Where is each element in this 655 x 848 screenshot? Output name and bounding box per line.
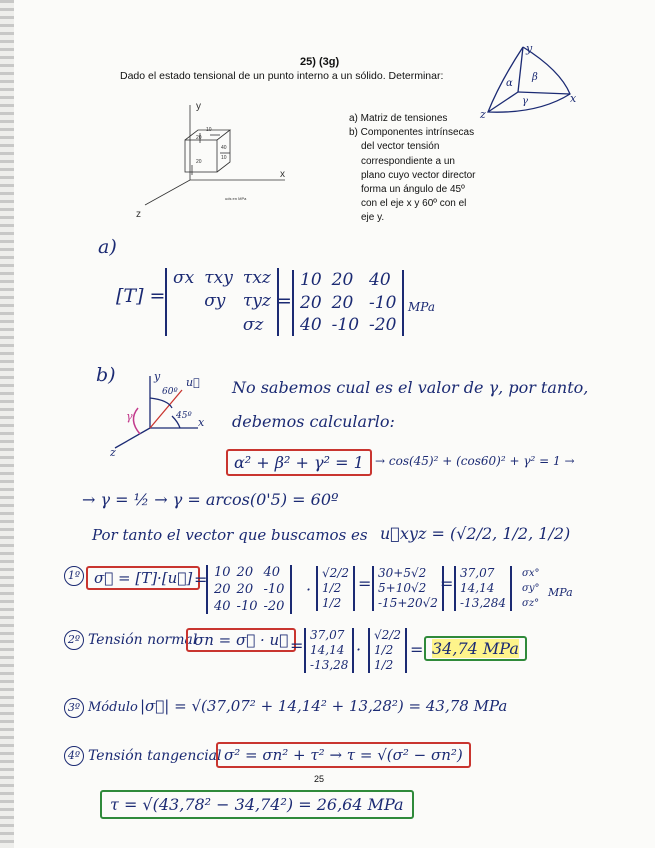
step1-unit: MPa (548, 586, 573, 599)
item-line: plano cuyo vector director (361, 169, 476, 181)
matrix-cell: 40 (263, 565, 281, 580)
step2-number: 2º (64, 630, 84, 650)
matrix-cell: σx (173, 268, 195, 288)
sketch-45: 45º (176, 411, 192, 421)
page-number: 25 (314, 774, 325, 784)
matrix-cell: τyz (242, 291, 271, 312)
matrix-cell: 20 (300, 292, 322, 313)
matrix-cell: -10 (331, 315, 360, 336)
shear-stress-box: σ² = σn² + τ² → τ = √(σ² − σn²) (216, 742, 471, 768)
matrix-equals: = (276, 290, 292, 312)
vector-cell: -15+20√2 (378, 596, 438, 610)
matrix-cell: -20 (369, 315, 397, 336)
vector-cell: 1/2 (374, 643, 394, 657)
step4-number: 4º (64, 746, 84, 766)
part-b-label: b) (96, 364, 116, 386)
matrix-cell: -10 (236, 599, 258, 614)
matrix-cell (204, 315, 233, 336)
vector-label: σy° (522, 583, 540, 594)
step2-eq2: = (410, 640, 424, 659)
cube-axis-x: x (280, 169, 285, 180)
step2-eq: = (290, 636, 304, 655)
step2-u-vector (368, 628, 407, 673)
item-line: correspondiente a un (361, 155, 455, 167)
matrix-cell: 20 (331, 270, 354, 290)
symbolic-stress-matrix (165, 268, 279, 336)
item-line: eje y. (361, 212, 385, 224)
matrix-cell: 10 (300, 270, 322, 290)
gamma-result: → γ = ½ → γ = arcos(0'5) = 60º (82, 490, 339, 509)
vector-cell: 30+5√2 (378, 566, 427, 580)
direction-cosines-box: α² + β² + γ² = 1 (226, 449, 372, 476)
corner-y: y (526, 42, 533, 55)
vector-cell: 5+10√2 (378, 581, 427, 595)
corner-z: z (480, 108, 486, 120)
step1-result-vector (454, 566, 512, 611)
spiral-binding-edge (0, 0, 14, 848)
direction-angle-sketch (110, 368, 210, 458)
matrix-cell: -10 (369, 292, 397, 313)
stress-vector-box: σ⃗ = [T]·[u⃗] (86, 566, 200, 590)
vector-cell: 37,07 (460, 566, 495, 580)
item-line: b) Componentes intrínsecas (349, 127, 475, 139)
step1-eq: = (194, 570, 208, 589)
item-line: con el eje x y 60º con el (361, 198, 467, 210)
item-line: forma un ángulo de 45º (361, 184, 465, 196)
corner-gamma: γ (522, 96, 528, 107)
normal-stress-value: 34,74 MPa (432, 639, 519, 658)
sketch-y: y (154, 370, 161, 383)
sketch-z: z (110, 446, 116, 458)
corner-alpha: α (506, 78, 513, 89)
matrix-cell: 10 (214, 565, 231, 580)
corner-axes-sketch (478, 42, 578, 120)
modulus-equation: |σ⃗| = √(37,07² + 14,14² + 13,28²) = 43,78 MPa (140, 697, 508, 715)
matrix-cell: 20 (236, 582, 254, 597)
matrix-cell: 20 (236, 565, 254, 580)
step1-u-vector (316, 566, 355, 611)
step2-dot: · (356, 640, 362, 659)
step1-dot: · (306, 580, 312, 599)
vector-cell: -13,28 (310, 658, 349, 672)
cube-label-10b: 10 (221, 155, 227, 161)
problem-items (349, 112, 489, 226)
problem-statement: Dado el estado tensional de un punto interno a un sólido. Determinar: (120, 70, 444, 82)
step3-label: Módulo (88, 700, 138, 715)
vector-intro: Por tanto el vector que buscamos es (92, 526, 368, 544)
step4-label: Tensión tangencial (88, 748, 222, 764)
sketch-gamma: γ (126, 410, 133, 423)
matrix-cell (173, 291, 194, 312)
sketch-60: 60º (162, 387, 178, 397)
normal-stress-box: σn = σ⃗ · u⃗ (186, 628, 296, 652)
step3-number: 3º (64, 698, 84, 718)
vector-cell: 1/2 (374, 658, 394, 672)
unit-vector: u⃗xyz = (√2/2, 1/2, 1/2) (380, 524, 571, 543)
matrix-cell: 40 (300, 315, 322, 336)
matrix-T-label: [T] = (116, 285, 166, 307)
cube-label-20: 20 (196, 135, 202, 141)
numeric-stress-matrix (292, 270, 404, 336)
matrix-cell: -10 (263, 582, 285, 597)
vector-cell: 14,14 (460, 581, 495, 595)
vector-cell: 37,07 (310, 628, 345, 642)
vector-cell: 14,14 (310, 643, 345, 657)
cube-label-10: 10 (206, 127, 212, 133)
matrix-cell: σy (204, 291, 226, 312)
vector-cell: √2/2 (374, 628, 401, 642)
vector-label: σx° (522, 568, 540, 579)
matrix-cell: 40 (214, 599, 231, 614)
vector-cell: √2/2 (322, 566, 349, 580)
matrix-cell: 40 (369, 270, 391, 290)
vector-label: σz° (522, 598, 540, 609)
matrix-cell: -20 (263, 599, 285, 614)
vector-cell: 1/2 (322, 581, 342, 595)
sketch-x: x (198, 416, 205, 429)
direction-cosines-cont: → cos(45)² + (cos60)² + γ² = 1 → (375, 454, 575, 468)
part-b-line2: debemos calcularlo: (232, 412, 395, 431)
step1-matrix (206, 565, 292, 614)
problem-title: 25) (3g) (300, 56, 340, 68)
step1-mid-vector (372, 566, 444, 611)
part-a-label: a) (98, 236, 117, 258)
step1-number: 1º (64, 566, 84, 586)
step2-label: Tensión normal (88, 632, 198, 648)
sketch-u: u⃗ (186, 376, 200, 389)
matrix-cell (173, 315, 194, 336)
cube-axis-y: y (196, 101, 201, 112)
final-shear-result: τ = √(43,78² − 34,74²) = 26,64 MPa (100, 790, 414, 819)
matrix-cell: τxz (242, 268, 271, 288)
step1-eq2: = (358, 574, 372, 593)
cube-label-40: 40 (221, 145, 227, 151)
matrix-cell: σz (242, 314, 264, 335)
matrix-cell: 20 (214, 582, 231, 597)
cube-units: uds en MPa (225, 196, 247, 201)
matrix-cell: τxy (204, 268, 233, 288)
corner-x: x (570, 92, 577, 105)
matrix-cell: 20 (331, 292, 354, 313)
step1-eq3: = (440, 574, 454, 593)
cube-axis-z: z (136, 209, 141, 220)
item-line: del vector tensión (361, 141, 440, 153)
step2-vector (304, 628, 354, 673)
stress-cube-figure (120, 95, 300, 225)
cube-label-20b: 20 (196, 159, 202, 165)
item-line: a) Matriz de tensiones (349, 113, 448, 124)
vector-cell: 1/2 (322, 596, 342, 610)
step1-result-labels (518, 566, 543, 611)
vector-cell: -13,284 (460, 596, 507, 610)
normal-stress-result (424, 636, 527, 661)
part-b-line1: No sabemos cual es el valor de γ, por tanto, (232, 378, 589, 397)
corner-beta: β (532, 72, 538, 83)
matrix-unit: MPa (408, 300, 435, 314)
